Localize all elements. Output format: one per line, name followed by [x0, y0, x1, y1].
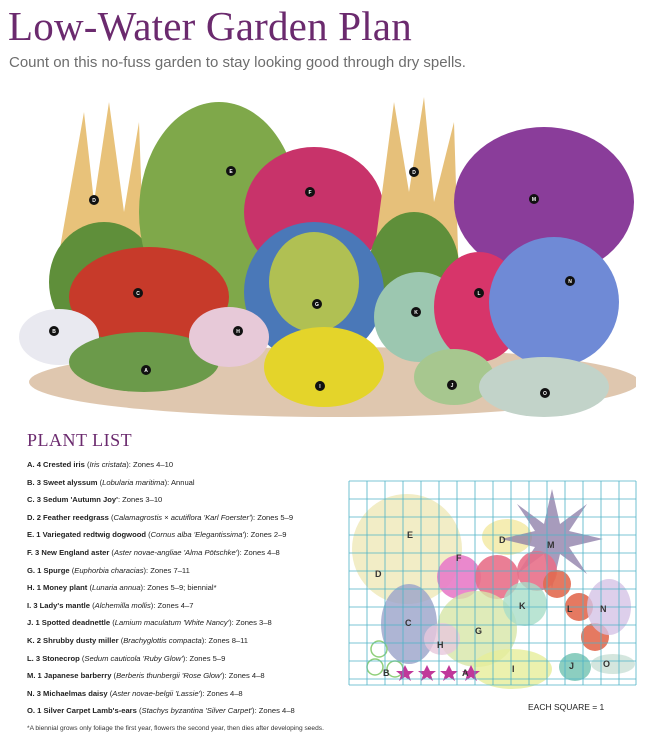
footnote: *A biennial grows only foliage the first year, flowers the second year, then dies after developing seeds. — [27, 725, 324, 732]
grid-label: F — [456, 553, 462, 563]
svg-text:E: E — [229, 169, 233, 175]
money-plant — [189, 307, 269, 367]
label-bubble — [474, 288, 484, 298]
label-bubble — [540, 388, 550, 398]
svg-text:F: F — [308, 190, 312, 196]
lambs-ears — [479, 357, 609, 417]
svg-text:O: O — [543, 391, 547, 397]
plant-list-item: A. 4 Crested iris (Iris cristata): Zones 4–10 — [27, 460, 174, 469]
label-bubble — [226, 166, 236, 176]
svg-text:K: K — [414, 310, 418, 316]
grid-label: E — [407, 530, 414, 540]
svg-text:C: C — [136, 291, 140, 297]
plant-list-heading: PLANT LIST — [27, 430, 133, 450]
plant-list-item: O. 1 Silver Carpet Lamb's-ears (Stachys byzantina 'Silver Carpet'): Zones 4–8 — [27, 706, 295, 716]
grid-label: A — [462, 668, 469, 678]
grid-label: H — [437, 640, 444, 650]
plant-list-item: I. 3 Lady's mantle (Alchemilla mollis): Zones 4–7 — [27, 600, 194, 610]
svg-text:N: N — [568, 279, 572, 285]
svg-text:A: A — [144, 368, 148, 374]
svg-text:L: L — [477, 291, 481, 297]
money-plant-area — [424, 623, 460, 655]
plant-list-item: M. 1 Japanese barberry (Berberis thunbergii 'Rose Glow'): Zones 4–8 — [27, 671, 265, 681]
svg-text:D: D — [412, 170, 416, 176]
label-bubble — [315, 381, 325, 391]
label-bubble — [305, 187, 315, 197]
label-bubble — [411, 307, 421, 317]
page-subtitle: Count on this no-fuss garden to stay looking good through dry spells. — [9, 54, 466, 71]
plant-list — [27, 456, 367, 720]
svg-text:M: M — [531, 197, 537, 203]
svg-text:G: G — [315, 302, 319, 308]
garden-illustration — [14, 82, 636, 427]
grid-label: N — [600, 604, 607, 614]
label-bubble — [141, 365, 151, 375]
plant-list-item: C. 3 Sedum 'Autumn Joy': Zones 3–10 — [27, 495, 163, 505]
lambs-ears-area — [591, 654, 635, 674]
svg-text:I: I — [319, 384, 321, 390]
plant-list-item: B. 3 Sweet alyssum (Lobularia maritima): Annual — [27, 477, 195, 487]
svg-text:B: B — [52, 329, 56, 335]
plant-list-item: N. 3 Michaelmas daisy (Aster novae-belgii 'Lassie'): Zones 4–8 — [27, 688, 243, 698]
plant-list-item: H. 1 Money plant (Lunaria annua): Zones 5–9; biennial* — [27, 583, 217, 593]
svg-text:H: H — [236, 329, 240, 335]
svg-text:D: D — [92, 198, 96, 204]
planting-grid — [347, 479, 638, 692]
plant-list-item: K. 2 Shrubby dusty miller (Brachyglottis compacta): Zones 8–11 — [27, 635, 249, 645]
michaelmas-daisy — [489, 237, 619, 367]
label-bubble — [312, 299, 322, 309]
ladys-mantle — [264, 327, 384, 407]
grid-label: O — [603, 659, 611, 669]
plant-list-item: G. 1 Spurge (Euphorbia characias): Zones 7–11 — [27, 565, 190, 575]
plant-list-item: J. 1 Spotted deadnettle (Lamium maculatum 'White Nancy'): Zones 3–8 — [27, 618, 272, 628]
grid-label: I — [512, 664, 515, 674]
plant-list-item: L. 3 Stonecrop (Sedum cauticola 'Ruby Glow'): Zones 5–9 — [27, 653, 226, 663]
label-bubble — [529, 194, 539, 204]
grid-label: C — [405, 618, 412, 628]
spotted-deadnettle — [414, 349, 494, 405]
svg-text:J: J — [450, 383, 454, 389]
grid-label: M — [547, 540, 555, 550]
grid-label: L — [567, 604, 573, 614]
page-title: Low-Water Garden Plan — [8, 3, 412, 49]
deadnettle-area — [559, 653, 591, 681]
label-bubble — [233, 326, 243, 336]
grid-label: B — [383, 668, 390, 678]
grid-label: K — [519, 601, 526, 611]
grid-scale-label: EACH SQUARE = 1 — [528, 702, 605, 712]
plant-list-item: F. 3 New England aster (Aster novae-angliae 'Alma Pötschke'): Zones 4–8 — [27, 547, 280, 557]
grid-label: D — [499, 535, 506, 545]
plant-list-item: D. 2 Feather reedgrass (Calamagrostis × acutiflora 'Karl Foerster'): Zones 5–9 — [27, 512, 294, 522]
grid-label: J — [569, 661, 575, 671]
grid-label: G — [475, 626, 483, 636]
label-bubble — [447, 380, 457, 390]
label-bubble — [565, 276, 575, 286]
plant-list-item: E. 1 Variegated redtwig dogwood (Cornus alba 'Elegantissima'): Zones 2–9 — [27, 530, 287, 540]
label-bubble — [409, 167, 419, 177]
label-bubble — [133, 288, 143, 298]
label-bubble — [49, 326, 59, 336]
grid-label: D — [375, 569, 382, 579]
label-bubble — [89, 195, 99, 205]
